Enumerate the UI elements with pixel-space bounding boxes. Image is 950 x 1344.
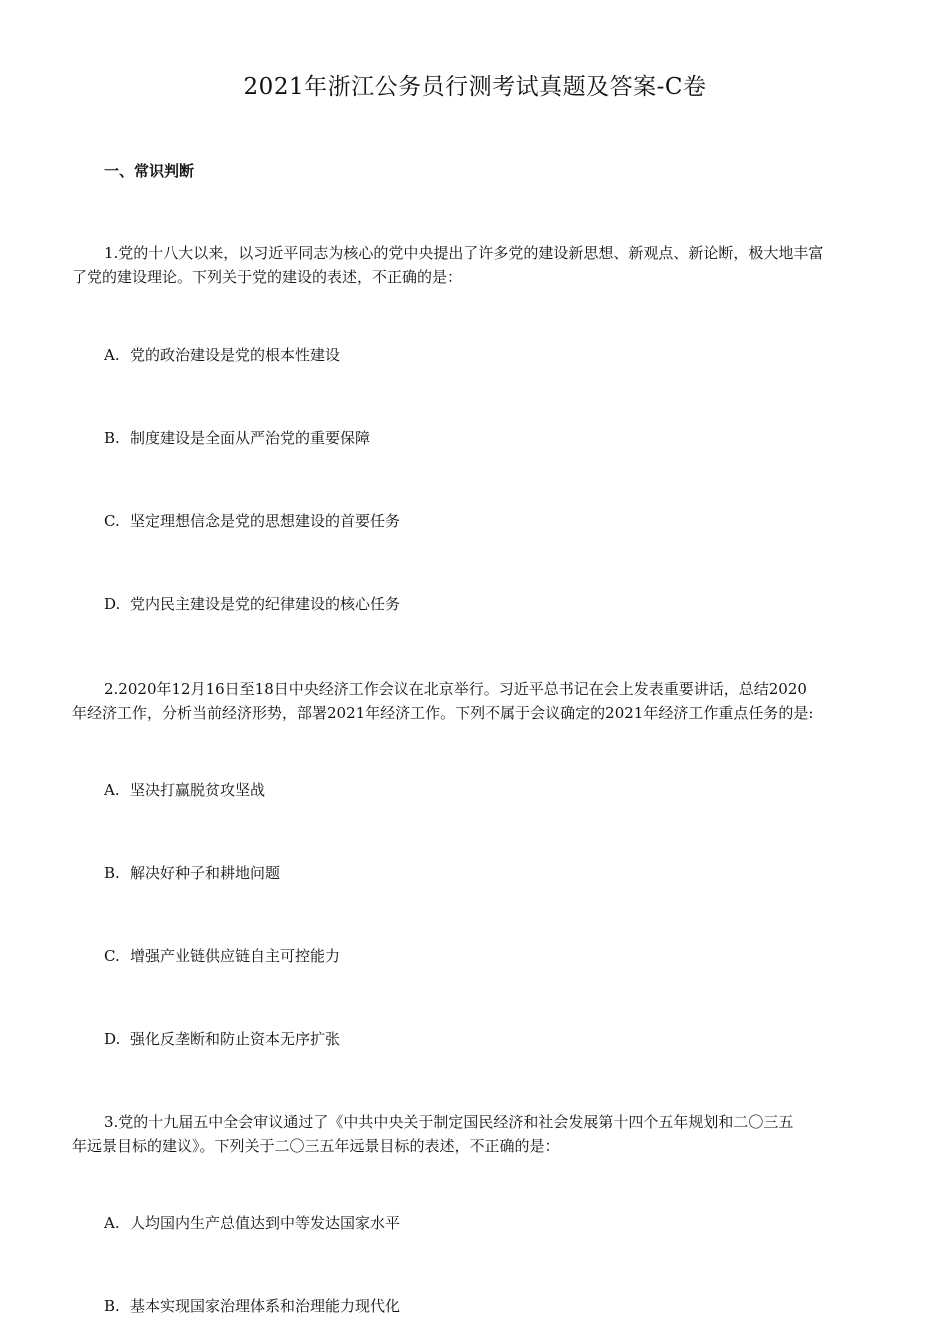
question-1-line-2: 了党的建设理论。下列关于党的建设的表述，不正确的是： xyxy=(72,268,463,286)
option-letter: B. xyxy=(104,1297,120,1315)
section-heading: 一、常识判断 xyxy=(104,162,195,180)
question-2-stem xyxy=(72,677,882,725)
question-1-option-c xyxy=(104,510,400,532)
question-1-option-a xyxy=(104,344,340,366)
option-text: 坚决打赢脱贫攻坚战 xyxy=(130,781,266,799)
option-text: 人均国内生产总值达到中等发达国家水平 xyxy=(130,1214,401,1232)
option-letter: A. xyxy=(104,1214,120,1232)
option-text: 党内民主建设是党的纪律建设的核心任务 xyxy=(130,595,401,613)
option-letter: C. xyxy=(104,512,120,530)
question-1-stem xyxy=(72,241,882,289)
question-3-stem xyxy=(72,1110,882,1158)
option-letter: B. xyxy=(104,429,120,447)
question-1-option-d xyxy=(104,593,400,615)
question-1-option-b xyxy=(104,427,370,449)
option-letter: D. xyxy=(104,1030,121,1048)
question-1-line-1: 1.党的十八大以来，以习近平同志为核心的党中央提出了许多党的建设新思想、新观点、新论断，极大地丰富 xyxy=(104,244,824,262)
option-letter: B. xyxy=(104,864,120,882)
question-2-option-d xyxy=(104,1028,340,1050)
question-3-line-2: 年远景目标的建议》。下列关于二〇三五年远景目标的表述，不正确的是： xyxy=(72,1137,560,1155)
option-text: 增强产业链供应链自主可控能力 xyxy=(130,947,341,965)
question-2-option-b xyxy=(104,862,280,884)
question-2-line-2: 年经济工作，分析当前经济形势，部署2021年经济工作。下列不属于会议确定的2021年经济工作重点任务的是: xyxy=(72,704,814,722)
option-letter: A. xyxy=(104,346,120,364)
question-2-option-a xyxy=(104,779,265,801)
option-text: 解决好种子和耕地问题 xyxy=(130,864,281,882)
option-letter: D. xyxy=(104,595,121,613)
option-text: 强化反垄断和防止资本无序扩张 xyxy=(130,1030,341,1048)
option-text: 坚定理想信念是党的思想建设的首要任务 xyxy=(130,512,401,530)
option-text: 制度建设是全面从严治党的重要保障 xyxy=(130,429,371,447)
option-letter: C. xyxy=(104,947,120,965)
question-3-line-1: 3.党的十九届五中全会审议通过了《中共中央关于制定国民经济和社会发展第十四个五年规划和二〇三五 xyxy=(104,1113,794,1131)
question-3-option-b xyxy=(104,1295,400,1317)
option-text: 基本实现国家治理体系和治理能力现代化 xyxy=(130,1297,401,1315)
question-2-line-1: 2.2020年12月16日至18日中央经济工作会议在北京举行。习近平总书记在会上发表重要讲话，总结2020 xyxy=(104,680,807,698)
question-3-option-a xyxy=(104,1212,400,1234)
option-letter: A. xyxy=(104,781,120,799)
option-text: 党的政治建设是党的根本性建设 xyxy=(130,346,341,364)
document-title: 2021年浙江公务员行测考试真题及答案-C卷 xyxy=(243,74,707,100)
question-2-option-c xyxy=(104,945,340,967)
